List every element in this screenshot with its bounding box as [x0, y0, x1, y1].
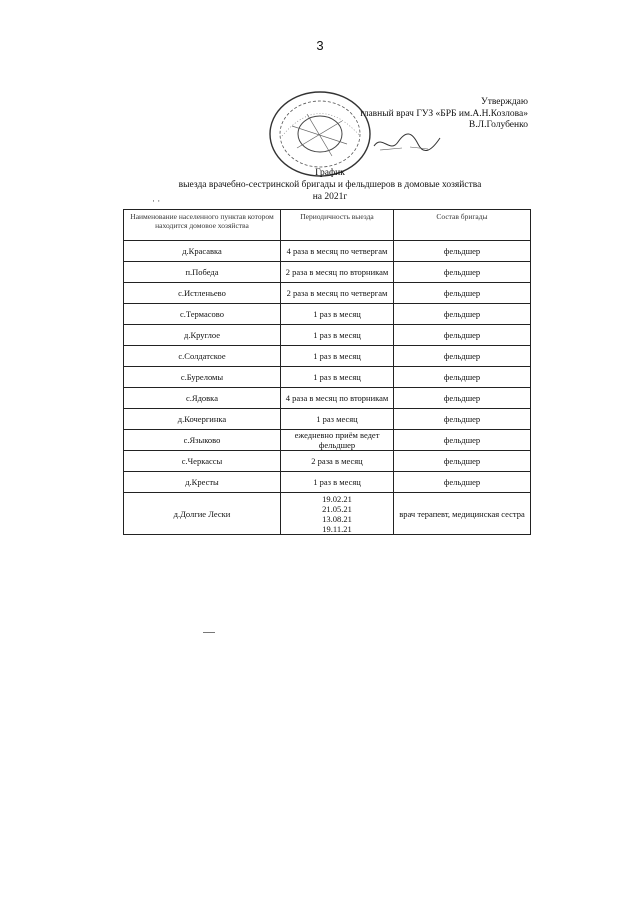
cell-place: с.Солдатское: [124, 346, 281, 367]
cell-place: д.Кочергинка: [124, 409, 281, 430]
cell-freq: 2 раза в месяц по вторникам: [281, 262, 394, 283]
marginal-dots: · ·: [152, 196, 161, 206]
cell-place: с.Ядовка: [124, 388, 281, 409]
table-row: [124, 241, 531, 262]
header-team: Состав бригады: [394, 210, 531, 241]
cell-place: д.Долгие Лески: [124, 493, 281, 535]
signature-icon: [372, 128, 442, 156]
table-row: [124, 388, 531, 409]
schedule-table: [123, 209, 531, 535]
cell-team: фельдшер: [394, 472, 531, 493]
cell-team: фельдшер: [394, 388, 531, 409]
cell-place: п.Победа: [124, 262, 281, 283]
cell-freq: 1 раз в месяц: [281, 472, 394, 493]
stray-mark: [203, 632, 215, 633]
cell-team: фельдшер: [394, 451, 531, 472]
title-line-2: выезда врачебно-сестринской бригады и фельдшеров в домовые хозяйства: [178, 180, 482, 190]
cell-team: фельдшер: [394, 241, 531, 262]
cell-place: с.Черкассы: [124, 451, 281, 472]
table-row: [124, 262, 531, 283]
cell-place: с.Термасово: [124, 304, 281, 325]
visit-date: 13.08.21: [322, 513, 352, 524]
approval-line-3: В.Л.Голубенко: [468, 120, 528, 130]
table-row: [124, 367, 531, 388]
header-frequency: Периодичность выезда: [281, 210, 394, 241]
table-row: [124, 472, 531, 493]
cell-team: фельдшер: [394, 346, 531, 367]
cell-team: врач терапевт, медицинская сестра: [394, 493, 531, 535]
header-place: Наименование населенного пунктав котором находится домовое хозяйства: [124, 210, 281, 241]
table-header-row: [124, 210, 531, 241]
title-line-3: на 2021г: [312, 192, 348, 202]
cell-place: д.Кресты: [124, 472, 281, 493]
table-row: [124, 409, 531, 430]
cell-dates: [281, 493, 394, 535]
title-line-1: График: [315, 168, 345, 178]
visit-date: 21.05.21: [322, 503, 352, 514]
cell-freq: 2 раза в месяц: [281, 451, 394, 472]
approval-line-1: Утверждаю: [481, 97, 528, 107]
visit-date: 19.02.21: [322, 493, 352, 504]
cell-freq: 1 раз в месяц: [281, 325, 394, 346]
cell-place: с.Языково: [124, 430, 281, 451]
visit-date: 19.11.21: [322, 523, 352, 534]
cell-freq: 4 раза в месяц по четвергам: [281, 241, 394, 262]
cell-team: фельдшер: [394, 325, 531, 346]
cell-freq: 1 раз в месяц: [281, 367, 394, 388]
cell-place: д.Круглое: [124, 325, 281, 346]
approval-line-2: главный врач ГУЗ «БРБ им.А.Н.Козлова»: [360, 108, 528, 119]
table-row: [124, 304, 531, 325]
approval-block: [360, 97, 528, 132]
table-row: [124, 451, 531, 472]
cell-freq: 4 раза в месяц по вторникам: [281, 388, 394, 409]
table-row: [124, 325, 531, 346]
cell-freq: ежедневно приём ведет фельдшер: [281, 430, 394, 451]
cell-freq: 1 раз в месяц: [281, 304, 394, 325]
cell-freq: 1 раз месяц: [281, 409, 394, 430]
cell-place: д.Красавка: [124, 241, 281, 262]
cell-team: фельдшер: [394, 409, 531, 430]
document-title: [120, 167, 540, 203]
table-row: [124, 493, 531, 535]
cell-team: фельдшер: [394, 304, 531, 325]
cell-team: фельдшер: [394, 283, 531, 304]
cell-team: фельдшер: [394, 430, 531, 451]
cell-freq: 1 раз в месяц: [281, 346, 394, 367]
table-row: [124, 283, 531, 304]
table-row: [124, 346, 531, 367]
cell-place: с.Буреломы: [124, 367, 281, 388]
cell-team: фельдшер: [394, 367, 531, 388]
cell-freq: 2 раза в месяц по четвергам: [281, 283, 394, 304]
cell-place: с.Истленьево: [124, 283, 281, 304]
table-row: [124, 430, 531, 451]
page-number: 3: [316, 38, 324, 53]
cell-team: фельдшер: [394, 262, 531, 283]
